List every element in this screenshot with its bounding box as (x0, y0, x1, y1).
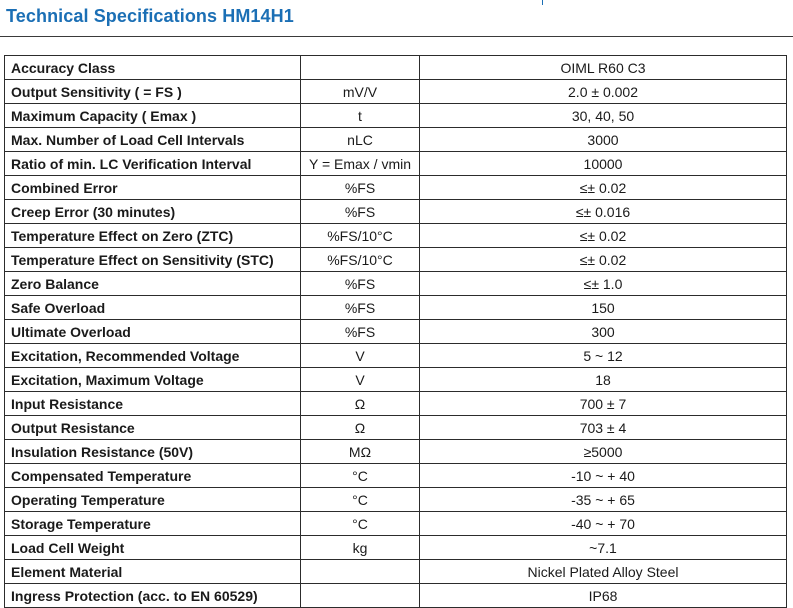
table-row (5, 104, 787, 128)
spec-unit: mV/V (301, 80, 420, 104)
spec-unit: kg (301, 536, 420, 560)
table-row (5, 392, 787, 416)
table-row (5, 248, 787, 272)
spec-value: 300 (420, 320, 787, 344)
table-row (5, 584, 787, 608)
spec-unit: %FS/10°C (301, 224, 420, 248)
table-row (5, 56, 787, 80)
spec-parameter: Output Resistance (5, 416, 301, 440)
spec-value: 150 (420, 296, 787, 320)
spec-unit (301, 560, 420, 584)
table-row (5, 368, 787, 392)
table-row (5, 152, 787, 176)
spec-unit: Ω (301, 392, 420, 416)
spec-parameter: Max. Number of Load Cell Intervals (5, 128, 301, 152)
spec-parameter: Insulation Resistance (50V) (5, 440, 301, 464)
spec-value: -35 ~ + 65 (420, 488, 787, 512)
spec-value: ≤± 0.02 (420, 176, 787, 200)
spec-value: ≤± 0.02 (420, 248, 787, 272)
spec-parameter: Ingress Protection (acc. to EN 60529) (5, 584, 301, 608)
table-row (5, 224, 787, 248)
table-row (5, 440, 787, 464)
spec-table-body (5, 56, 787, 608)
spec-parameter: Safe Overload (5, 296, 301, 320)
spec-unit: °C (301, 464, 420, 488)
spec-parameter: Ultimate Overload (5, 320, 301, 344)
spec-table (4, 55, 787, 608)
spec-value: 5 ~ 12 (420, 344, 787, 368)
spec-unit: °C (301, 512, 420, 536)
spec-unit (301, 584, 420, 608)
spec-parameter: Creep Error (30 minutes) (5, 200, 301, 224)
spec-parameter: Temperature Effect on Sensitivity (STC) (5, 248, 301, 272)
spec-value: Nickel Plated Alloy Steel (420, 560, 787, 584)
title-divider (0, 36, 793, 37)
spec-value: 18 (420, 368, 787, 392)
table-row (5, 344, 787, 368)
spec-parameter: Combined Error (5, 176, 301, 200)
table-row (5, 272, 787, 296)
spec-value: 30, 40, 50 (420, 104, 787, 128)
spec-unit: %FS/10°C (301, 248, 420, 272)
spec-value: 703 ± 4 (420, 416, 787, 440)
spec-unit: %FS (301, 320, 420, 344)
table-row (5, 560, 787, 584)
spec-parameter: Storage Temperature (5, 512, 301, 536)
table-row (5, 416, 787, 440)
spec-value: -40 ~ + 70 (420, 512, 787, 536)
spec-unit: MΩ (301, 440, 420, 464)
spec-unit: °C (301, 488, 420, 512)
spec-unit: %FS (301, 200, 420, 224)
spec-unit: V (301, 368, 420, 392)
spec-unit: t (301, 104, 420, 128)
table-row (5, 464, 787, 488)
spec-unit: Y = Emax / vmin (301, 152, 420, 176)
table-row (5, 536, 787, 560)
spec-parameter: Load Cell Weight (5, 536, 301, 560)
spec-value: ~7.1 (420, 536, 787, 560)
spec-value: OIML R60 C3 (420, 56, 787, 80)
header-accent-mark (542, 0, 543, 5)
spec-parameter: Ratio of min. LC Verification Interval (5, 152, 301, 176)
spec-unit: %FS (301, 296, 420, 320)
spec-parameter: Operating Temperature (5, 488, 301, 512)
spec-unit: Ω (301, 416, 420, 440)
spec-value: ≥5000 (420, 440, 787, 464)
spec-parameter: Output Sensitivity ( = FS ) (5, 80, 301, 104)
spec-value: ≤± 0.016 (420, 200, 787, 224)
table-row (5, 296, 787, 320)
spec-value: 10000 (420, 152, 787, 176)
spec-value: 700 ± 7 (420, 392, 787, 416)
table-row (5, 512, 787, 536)
spec-parameter: Excitation, Maximum Voltage (5, 368, 301, 392)
spec-value: 2.0 ± 0.002 (420, 80, 787, 104)
spec-parameter: Maximum Capacity ( Emax ) (5, 104, 301, 128)
spec-value: -10 ~ + 40 (420, 464, 787, 488)
spec-parameter: Zero Balance (5, 272, 301, 296)
spec-parameter: Accuracy Class (5, 56, 301, 80)
spec-unit: %FS (301, 272, 420, 296)
spec-unit: V (301, 344, 420, 368)
table-row (5, 320, 787, 344)
spec-unit (301, 56, 420, 80)
table-row (5, 128, 787, 152)
spec-unit: %FS (301, 176, 420, 200)
spec-parameter: Input Resistance (5, 392, 301, 416)
spec-parameter: Element Material (5, 560, 301, 584)
spec-parameter: Excitation, Recommended Voltage (5, 344, 301, 368)
spec-parameter: Temperature Effect on Zero (ZTC) (5, 224, 301, 248)
spec-parameter: Compensated Temperature (5, 464, 301, 488)
table-row (5, 176, 787, 200)
table-row (5, 200, 787, 224)
spec-value: ≤± 1.0 (420, 272, 787, 296)
spec-value: 3000 (420, 128, 787, 152)
table-row (5, 80, 787, 104)
table-row (5, 488, 787, 512)
spec-value: IP68 (420, 584, 787, 608)
spec-value: ≤± 0.02 (420, 224, 787, 248)
page-title: Technical Specifications HM14H1 (6, 6, 294, 26)
spec-unit: nLC (301, 128, 420, 152)
